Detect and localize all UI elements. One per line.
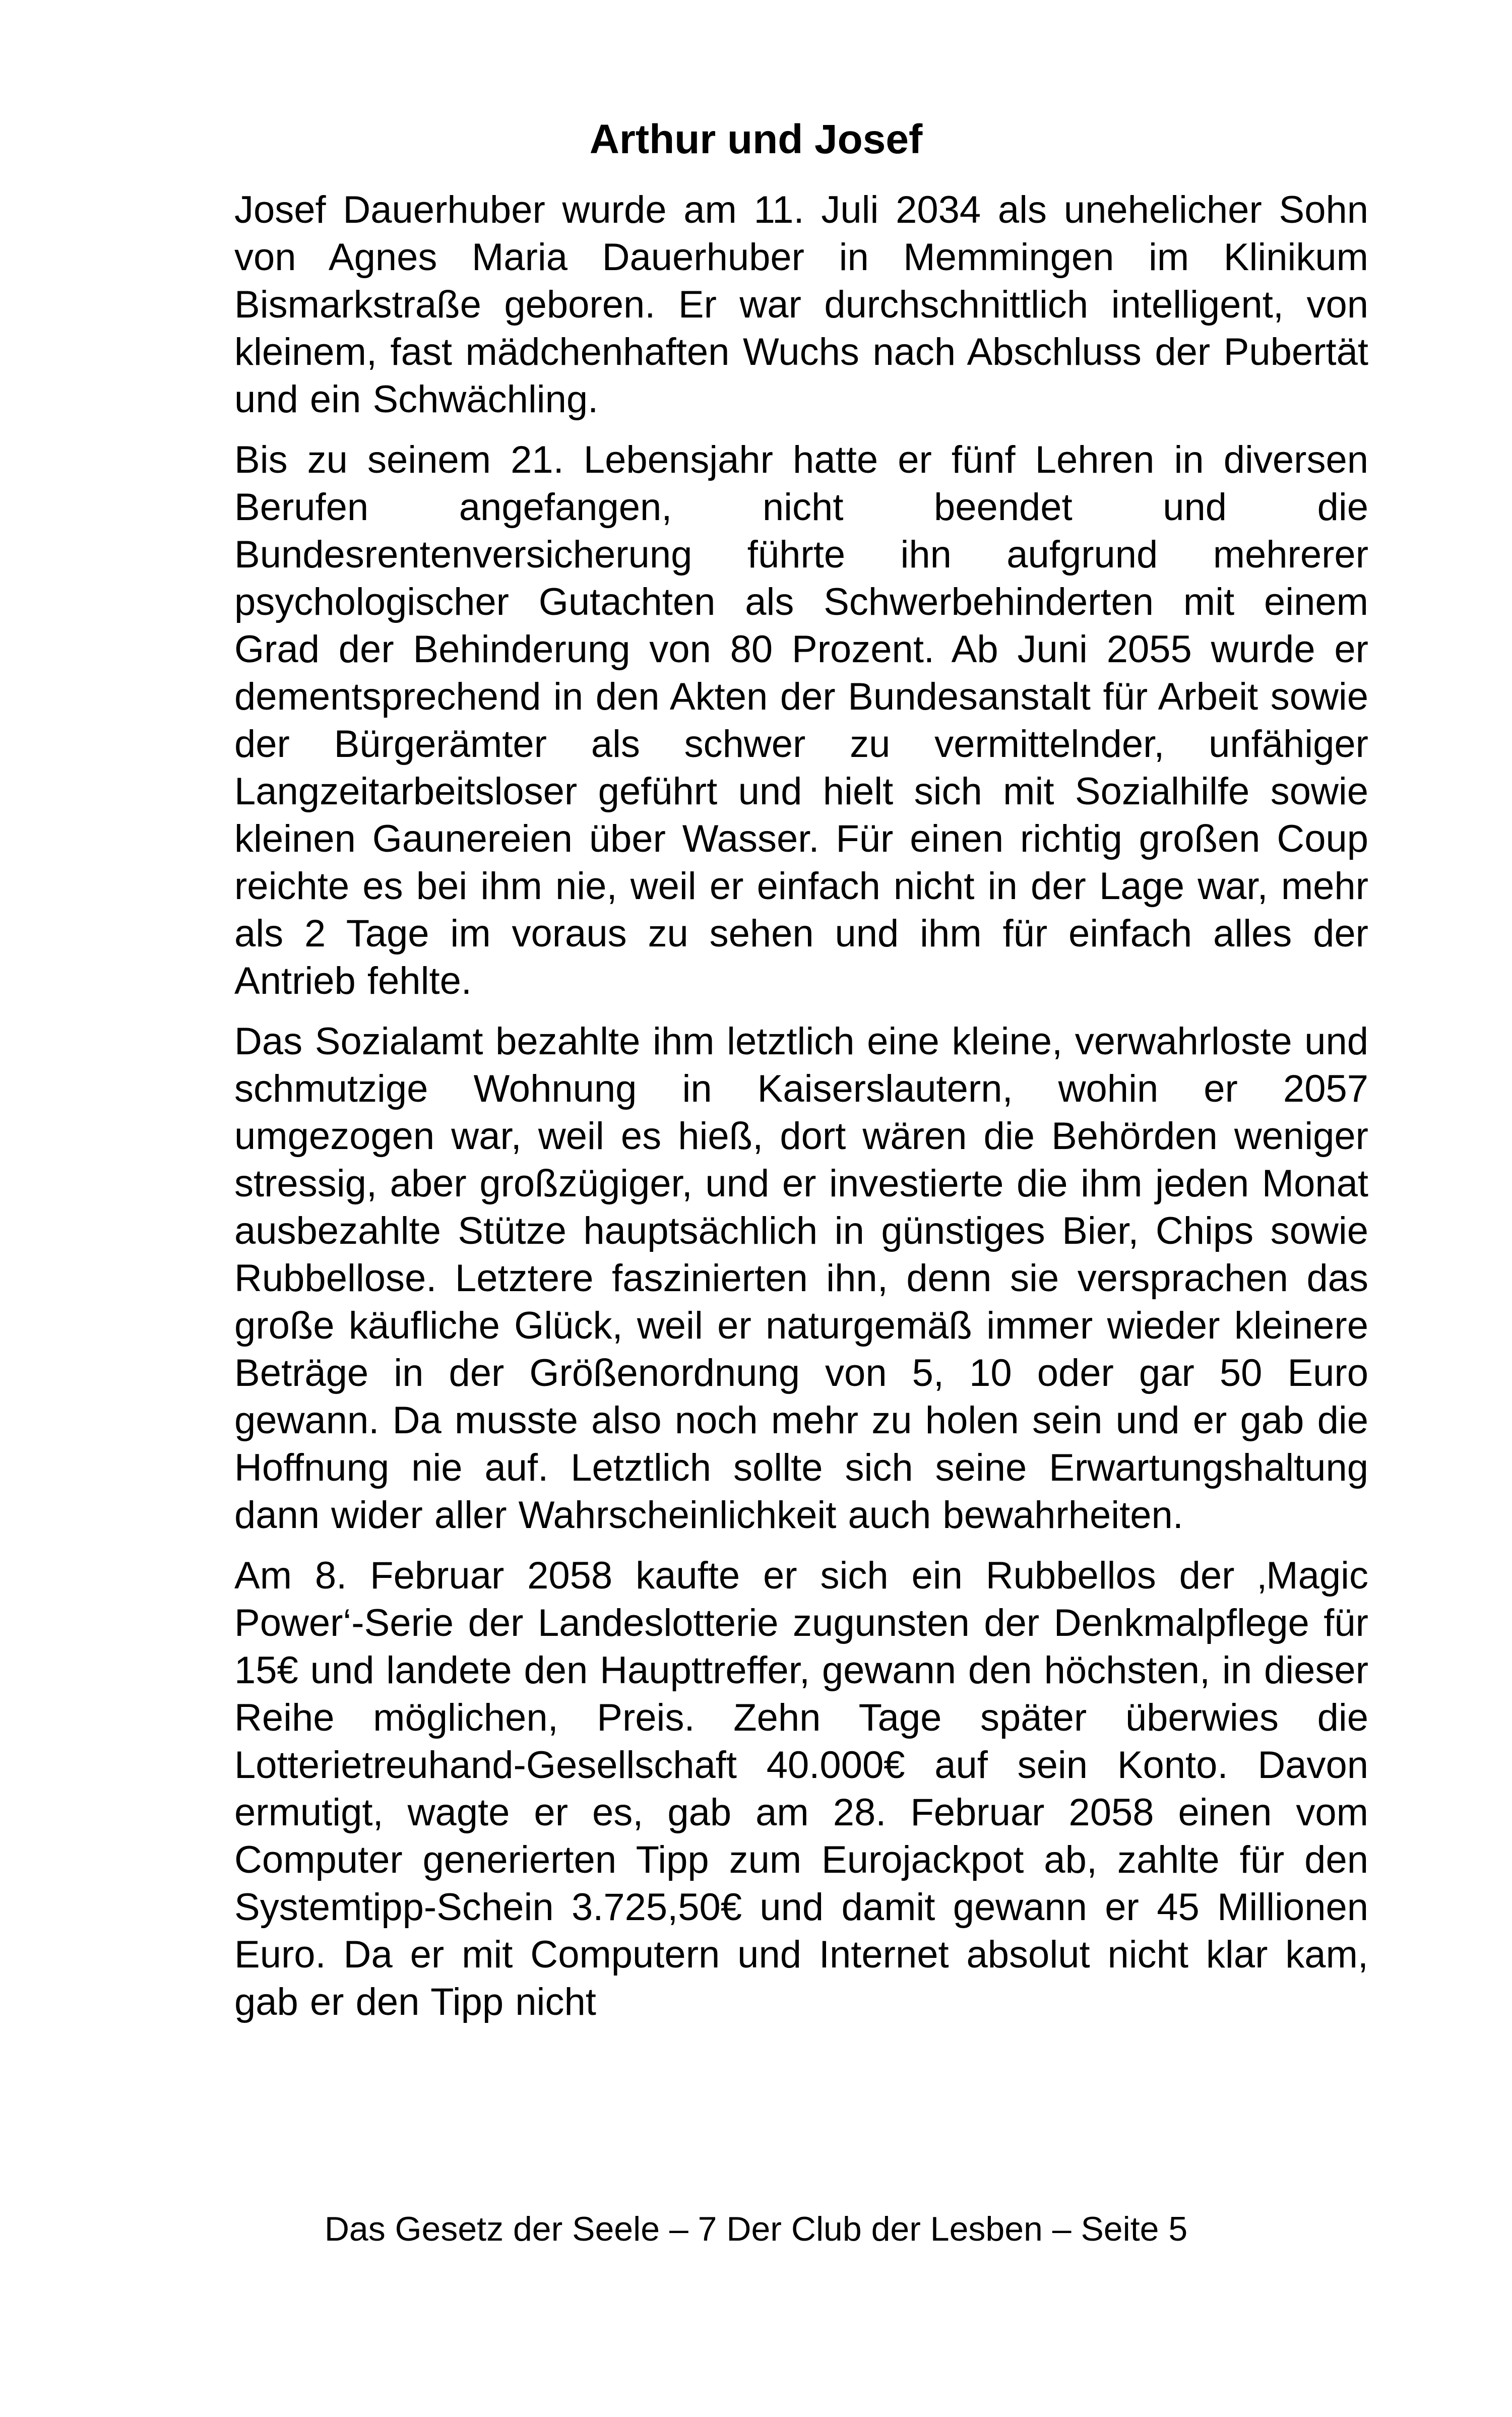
body-text <box>234 186 1368 2039</box>
footer-text: Das Gesetz der Seele – 7 Der Club der Lesben – Seite 5 <box>324 2210 1188 2248</box>
paragraph-4: Am 8. Februar 2058 kaufte er sich ein Rubbellos der ‚Magic Power‘-Serie der Landeslotterie zugunsten der Denkmalpflege für 15€ und landete den Haupttreffer, gewann den höchsten, in dieser Reihe möglichen, Preis. Zehn Tage später überwies die Lotterietreuhand-Gesellschaft 40.000€ auf sein Konto. Davon ermutigt, wagte er es, gab am 28. Februar 2058 einen vom Computer generierten Tipp zum Eurojackpot ab, zahlte für den Systemtipp-Schein 3.725,50€ und damit gewann er 45 Millionen Euro. Da er mit Computern und Internet absolut nicht klar kam, gab er den Tipp nicht <box>234 1554 1368 2023</box>
page-footer <box>0 2206 1512 2252</box>
paragraph-2: Bis zu seinem 21. Lebensjahr hatte er fünf Lehren in diversen Berufen angefangen, nicht beendet und die Bundesrentenversicherung führte ihn aufgrund mehrerer psychologischer Gutachten als Schwerbehinderten mit einem Grad der Behinderung von 80 Prozent. Ab Juni 2055 wurde er dementsprechend in den Akten der Bundesanstalt für Arbeit sowie der Bürgerämter als schwer zu vermittelnder, unfähiger Langzeitarbeitsloser geführt und hielt sich mit Sozialhilfe sowie kleinen Gaunereien über Wasser. Für einen richtig großen Coup reichte es bei ihm nie, weil er einfach nicht in der Lage war, mehr als 2 Tage im voraus zu sehen und ihm für einfach alles der Antrieb fehlte. <box>234 438 1368 1002</box>
chapter-title: Arthur und Josef <box>589 116 923 162</box>
paragraph-1: Josef Dauerhuber wurde am 11. Juli 2034 als unehelicher Sohn von Agnes Maria Dauerhuber in Memmingen im Klinikum Bismarkstraße geboren. Er war durchschnittlich intelligent, von kleinem, fast mädchenhaften Wuchs nach Abschluss der Pubertät und ein Schwächling. <box>234 188 1368 421</box>
paragraph-3: Das Sozialamt bezahlte ihm letztlich eine kleine, verwahrloste und schmutzige Wohnung in Kaiserslautern, wohin er 2057 umgezogen war, weil es hieß, dort wären die Behörden weniger stressig, aber großzügiger, und er investierte die ihm jeden Monat ausbezahlte Stütze hauptsächlich in günstiges Bier, Chips sowie Rubbellose. Letztere faszinierten ihn, denn sie versprachen das große käufliche Glück, weil er naturgemäß immer wieder kleinere Beträge in der Größenordnung von 5, 10 oder gar 50 Euro gewann. Da musste also noch mehr zu holen sein und er gab die Hoffnung nie auf. Letztlich sollte sich seine Erwartungshaltung dann wider aller Wahrscheinlichkeit auch bewahrheiten. <box>234 1020 1368 1537</box>
